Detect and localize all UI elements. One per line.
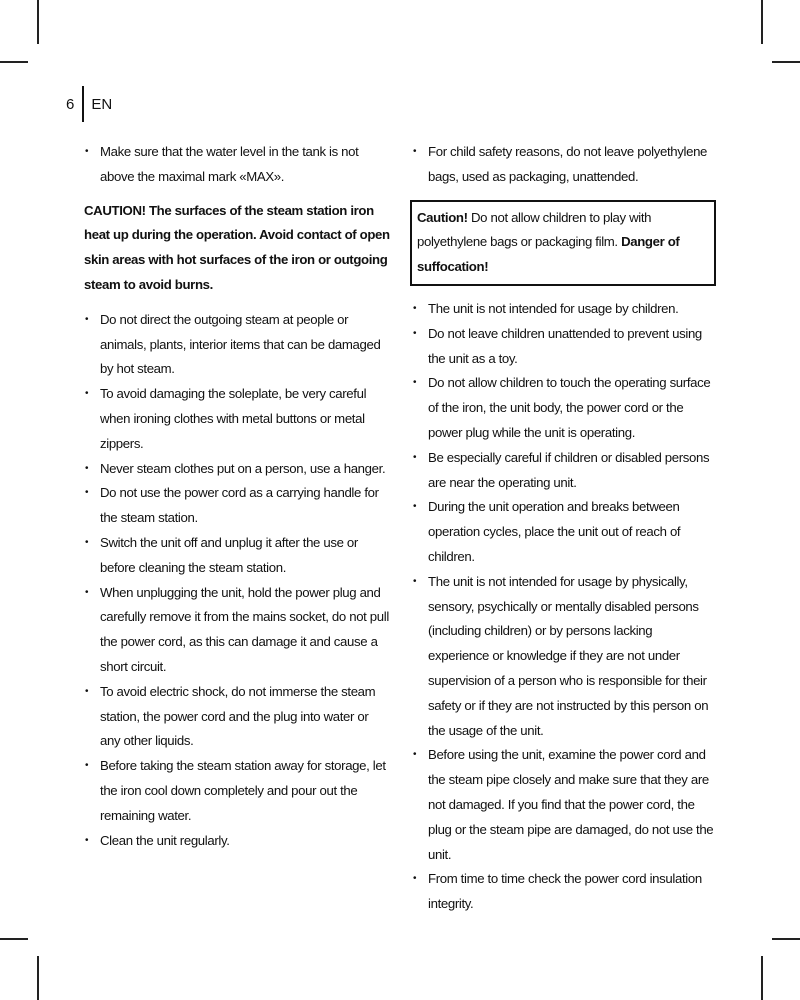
- bullet-list: [410, 140, 716, 190]
- list-item: • Never steam clothes put on a person, use a hanger.: [82, 457, 390, 482]
- danger-text: Danger of suffocation!: [417, 234, 680, 275]
- list-item: • Before using the unit, examine the power cord and the steam pipe closely and make sure that they are not damaged. If you find that the power cord, the plug or the steam pipe are damaged, do not use the unit.: [410, 743, 716, 867]
- list-item: • Make sure that the water level in the tank is not above the maximal mark «MAX».: [82, 140, 390, 190]
- bullet-list: [82, 308, 390, 854]
- caution-box: [410, 200, 716, 286]
- list-item: • During the unit operation and breaks between operation cycles, place the unit out of reach of children.: [410, 495, 716, 569]
- list-item: • Do not use the power cord as a carrying handle for the steam station.: [82, 481, 390, 531]
- crop-mark: [772, 938, 800, 940]
- page-number: 6: [66, 95, 75, 113]
- list-item: • Do not direct the outgoing steam at people or animals, plants, interior items that can be damaged by hot steam.: [82, 308, 390, 382]
- list-item: • Switch the unit off and unplug it after the use or before cleaning the steam station.: [82, 531, 390, 581]
- caution-text: Do not allow children to play with polyethylene bags or packaging film.: [417, 209, 652, 250]
- page-header: [66, 86, 112, 122]
- crop-mark: [0, 938, 28, 940]
- caution-paragraph: CAUTION! The surfaces of the steam station iron heat up during the operation. Avoid contact of open skin areas with hot surfaces of the iron or outgoing steam to avoid burns.: [84, 202, 390, 292]
- list-item: • Before taking the steam station away for storage, let the iron cool down completely and pour out the remaining water.: [82, 754, 390, 828]
- list-item: • Do not allow children to touch the operating surface of the iron, the unit body, the power cord or the power plug while the unit is operating.: [410, 371, 716, 445]
- list-item: • For child safety reasons, do not leave polyethylene bags, used as packaging, unattended.: [410, 140, 716, 190]
- bullet-list: [82, 140, 390, 190]
- list-item: • Be especially careful if children or disabled persons are near the operating unit.: [410, 446, 716, 496]
- right-column: [410, 140, 716, 917]
- list-item: • To avoid damaging the soleplate, be very careful when ironing clothes with metal buttons or metal zippers.: [82, 382, 390, 456]
- crop-mark: [761, 956, 763, 1000]
- list-item: • To avoid electric shock, do not immerse the steam station, the power cord and the plug into water or any other liquids.: [82, 680, 390, 754]
- caution-label: Caution!: [417, 209, 468, 225]
- list-item: • When unplugging the unit, hold the power plug and carefully remove it from the mains socket, do not pull the power cord, as this can damage it and cause a short circuit.: [82, 581, 390, 680]
- list-item: • From time to time check the power cord insulation integrity.: [410, 867, 716, 917]
- crop-mark: [37, 956, 39, 1000]
- crop-mark: [772, 61, 800, 63]
- crop-mark: [37, 0, 39, 44]
- crop-mark: [0, 61, 28, 63]
- list-item: • Clean the unit regularly.: [82, 829, 390, 854]
- list-item: • The unit is not intended for usage by physically, sensory, psychically or mentally disabled persons (including children) or by persons lacking experience or knowledge if they are not under supervision of a person who is responsible for their safety or if they are not instructed by this person on the usage of the unit.: [410, 570, 716, 744]
- left-column: [82, 140, 390, 853]
- list-item: • Do not leave children unattended to prevent using the unit as a toy.: [410, 322, 716, 372]
- bullet-list: [410, 297, 716, 917]
- language-code: EN: [91, 95, 113, 113]
- list-item: • The unit is not intended for usage by children.: [410, 297, 716, 322]
- crop-mark: [761, 0, 763, 44]
